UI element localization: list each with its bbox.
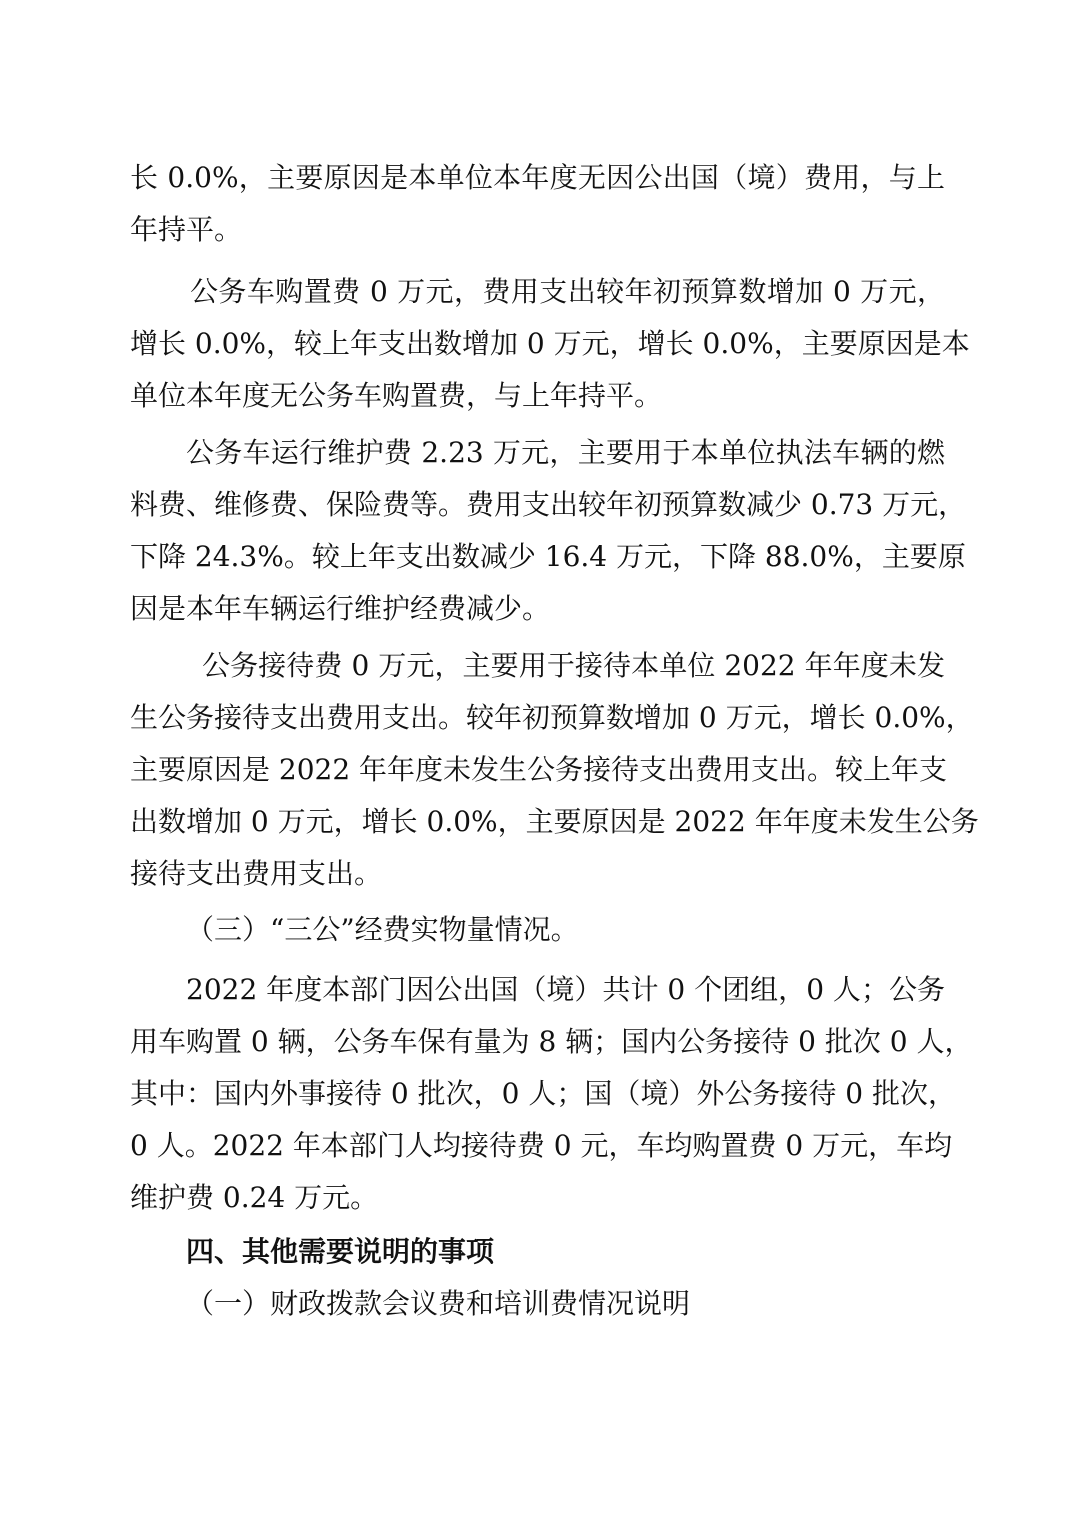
paragraph-line: 公务车购置费 0 万元，费用支出较年初预算数增加 0 万元， [190, 275, 945, 308]
paragraph-line: 单位本年度无公务车购置费，与上年持平。 [130, 379, 663, 412]
paragraph-line: 用车购置 0 辆，公务车保有量为 8 辆；国内公务接待 0 批次 0 人， [130, 1025, 973, 1058]
paragraph-line: 2022 年度本部门因公出国（境）共计 0 个团组，0 人；公务 [186, 973, 945, 1006]
paragraph-line: 接待支出费用支出。 [130, 857, 383, 890]
paragraph-line: 料费、维修费、保险费等。费用支出较年初预算数减少 0.73 万元， [130, 488, 967, 521]
paragraph-line: 0 人。2022 年本部门人均接待费 0 元，车均购置费 0 万元，车均 [130, 1129, 953, 1162]
section-subheading: （一）财政拨款会议费和培训费情况说明 [186, 1287, 691, 1320]
paragraph-line: 公务接待费 0 万元，主要用于接待本单位 2022 年年度未发 [202, 649, 945, 682]
paragraph-line: 主要原因是 2022 年年度未发生公务接待支出费用支出。较上年支 [130, 753, 948, 786]
paragraph-line: 出数增加 0 万元，增长 0.0%，主要原因是 2022 年年度未发生公务 [130, 805, 979, 838]
paragraph-line: 增长 0.0%，较上年支出数增加 0 万元，增长 0.0%，主要原因是本 [130, 327, 970, 360]
paragraph-line: 因是本年车辆运行维护经费减少。 [130, 592, 551, 625]
paragraph-line: 年持平。 [130, 213, 243, 246]
section-heading: 四、其他需要说明的事项 [186, 1235, 495, 1268]
paragraph-line: 下降 24.3%。较上年支出数减少 16.4 万元，下降 88.0%，主要原 [130, 540, 966, 573]
paragraph-line: 生公务接待支出费用支出。较年初预算数增加 0 万元，增长 0.0%， [130, 701, 974, 734]
paragraph-line: 公务车运行维护费 2.23 万元，主要用于本单位执法车辆的燃 [186, 436, 945, 469]
paragraph-line: 维护费 0.24 万元。 [130, 1181, 379, 1214]
paragraph-line: 长 0.0%，主要原因是本单位本年度无因公出国（境）费用，与上 [130, 161, 945, 194]
paragraph-line: 其中：国内外事接待 0 批次，0 人；国（境）外公务接待 0 批次， [130, 1077, 956, 1110]
section-subheading: （三）“三公”经费实物量情况。 [186, 913, 579, 946]
